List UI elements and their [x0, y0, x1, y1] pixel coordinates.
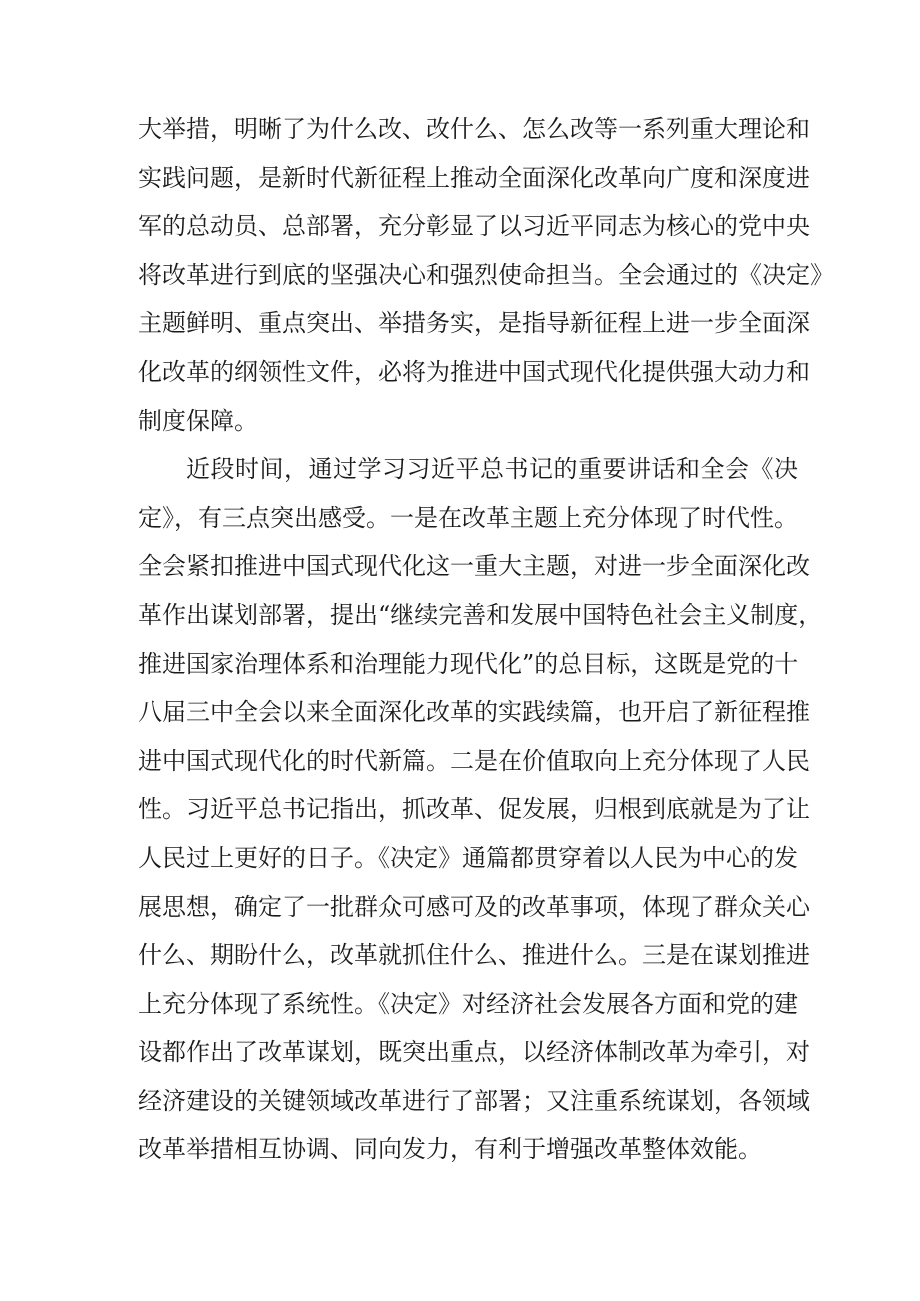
text-line: 革作出谋划部署，提出“继续完善和发展中国特色社会主义制度， — [138, 600, 823, 629]
text-line: 上充分体现了系统性。《决定》对经济社会发展各方面和党的建 — [138, 989, 798, 1018]
text-line: 定》，有三点突出感受。一是在改革主题上充分体现了时代性。 — [138, 503, 798, 532]
text-line: 设都作出了改革谋划，既突出重点，以经济体制改革为牵引，对 — [138, 1038, 810, 1067]
text-line: 进中国式现代化的时代新篇。二是在价值取向上充分体现了人民 — [138, 746, 810, 775]
paragraph — [138, 105, 834, 445]
text-line: 制度保障。 — [138, 406, 258, 435]
document-body — [138, 105, 834, 1174]
text-line: 大举措，明晰了为什么改、改什么、怎么改等一系列重大理论和 — [138, 115, 810, 143]
text-line: 展思想，确定了一批群众可感可及的改革事项，体现了群众关心 — [138, 892, 810, 921]
text-line: 近段时间，通过学习习近平总书记的重要讲话和全会《决 — [186, 455, 798, 484]
text-line: 什么、期盼什么，改革就抓住什么、推进什么。三是在谋划推进 — [138, 941, 810, 970]
text-line: 人民过上更好的日子。《决定》通篇都贯穿着以人民为中心的发 — [138, 843, 798, 872]
text-line: 实践问题，是新时代新征程上推动全面深化改革向广度和深度进 — [138, 163, 810, 192]
text-line: 主题鲜明、重点突出、举措务实，是指导新征程上进一步全面深 — [138, 309, 810, 338]
text-line: 经济建设的关键领域改革进行了部署；又注重系统谋划，各领域 — [138, 1086, 810, 1115]
paragraph — [138, 445, 823, 1174]
text-line: 全会紧扣推进中国式现代化这一重大主题，对进一步全面深化改 — [138, 552, 810, 581]
text-line: 将改革进行到底的坚强决心和强烈使命担当。全会通过的《决定》 — [138, 260, 834, 289]
text-line: 改革举措相互协调、同向发力，有利于增强改革整体效能。 — [138, 1135, 762, 1164]
text-line: 八届三中全会以来全面深化改革的实践续篇，也开启了新征程推 — [138, 698, 810, 727]
text-line: 化改革的纲领性文件，必将为推进中国式现代化提供强大动力和 — [138, 357, 810, 386]
text-line: 推进国家治理体系和治理能力现代化”的总目标，这既是党的十 — [138, 649, 799, 678]
text-line: 性。习近平总书记指出，抓改革、促发展，归根到底就是为了让 — [138, 795, 810, 824]
text-line: 军的总动员、总部署，充分彰显了以习近平同志为核心的党中央 — [138, 212, 810, 241]
